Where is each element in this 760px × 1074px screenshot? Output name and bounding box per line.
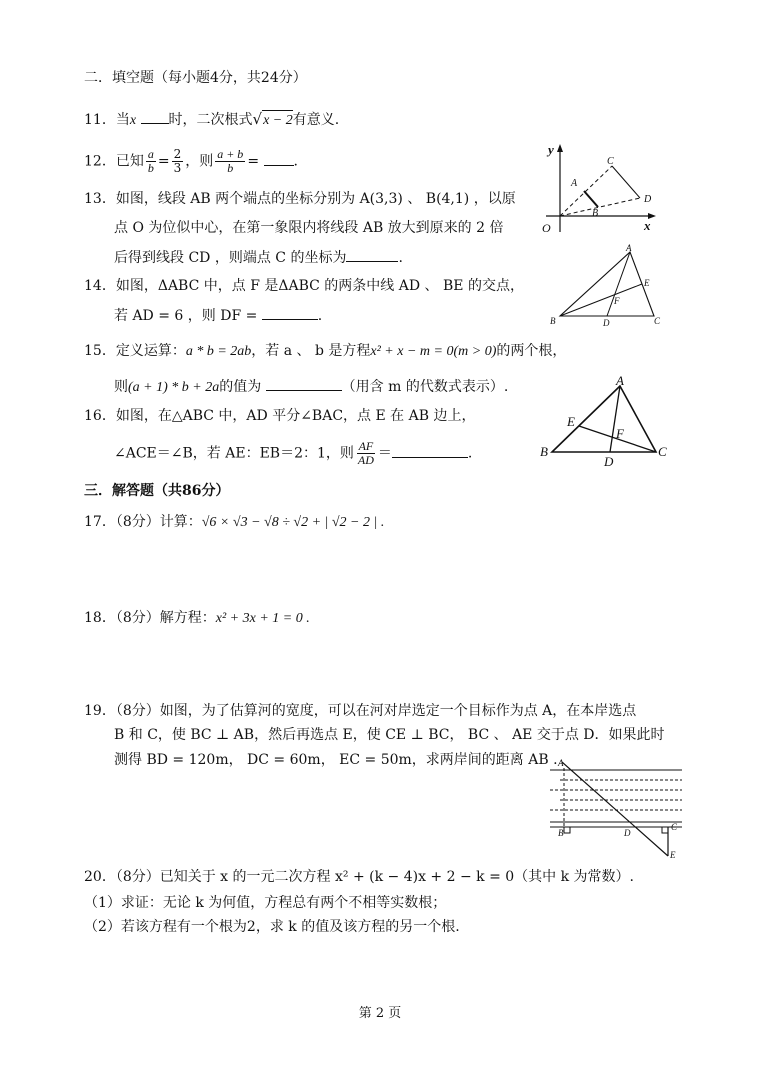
median-be bbox=[560, 284, 642, 316]
question-14-line-1 bbox=[84, 276, 524, 296]
answer-blank[interactable] bbox=[346, 247, 398, 262]
q13-line-3: 后得到线段 CD ，则端点 C 的坐标为 bbox=[114, 250, 347, 266]
section-heading-answer: 三．解答题（共86分） bbox=[84, 483, 230, 499]
fraction-2-over-3: $\frac{2}{3}$ bbox=[173, 147, 182, 175]
question-13-line-1 bbox=[84, 189, 516, 209]
answer-blank[interactable] bbox=[262, 305, 318, 320]
q14-line-2: 若 AD = 6 ，则 DF = bbox=[114, 308, 258, 324]
label-c: C bbox=[671, 822, 678, 832]
label-o: O bbox=[542, 221, 551, 235]
question-13-line-2: 点 O 为位似中心，在第一象限内将线段 AB 放大到原来的 2 倍 bbox=[114, 220, 504, 236]
q12-end: . bbox=[293, 153, 298, 170]
q15-text-b: ，若 a 、 b 是方程 bbox=[251, 343, 371, 359]
q15-equation: x² + x − m = 0(m > 0) bbox=[370, 344, 497, 359]
q19-river-figure bbox=[550, 758, 684, 864]
q11-text-a: 当 bbox=[115, 112, 130, 128]
label-d: D bbox=[624, 828, 631, 838]
q19-line-1: （8分）如图，为了估算河的宽度，可以在河对岸选定一个目标作为点 A，在本岸选点 bbox=[115, 703, 637, 719]
question-19-line-2: B 和 C，使 BC ⊥ AB，然后再选点 E，使 CE ⊥ BC， BC 、 AE 交于点 D．如果此时 bbox=[114, 727, 665, 743]
page-number: 第 2 页 bbox=[358, 1006, 402, 1021]
label-a: A bbox=[626, 243, 632, 253]
label-a: A bbox=[571, 178, 578, 189]
question-12 bbox=[84, 148, 298, 175]
question-number: 19． bbox=[84, 703, 116, 719]
label-b: B bbox=[550, 316, 556, 326]
q14-triangle-figure bbox=[548, 244, 668, 330]
label-c: C bbox=[654, 316, 661, 326]
q11-var: x bbox=[129, 113, 137, 128]
question-15-line-2 bbox=[114, 376, 508, 398]
q13-end: . bbox=[398, 250, 403, 266]
q11-radicand: x − 2 bbox=[262, 110, 293, 131]
q13-coordinate-figure bbox=[536, 140, 666, 240]
q11-text-b: 时，二次根式 bbox=[168, 112, 253, 128]
q15-expression: (a + 1) * b + 2a bbox=[128, 380, 220, 395]
question-number: 14． bbox=[84, 278, 116, 294]
q12-text-a: 已知 bbox=[115, 153, 144, 170]
label-c: C bbox=[658, 444, 667, 459]
question-20-part-1: （1）求证：无论 k 为何值，方程总有两个不相等实数根； bbox=[84, 895, 447, 911]
question-number: 17． bbox=[84, 514, 116, 530]
label-e: E bbox=[567, 414, 575, 429]
q14-line-1: 如图，ΔABC 中，点 F 是ΔABC 的两条中线 AD 、 BE 的交点， bbox=[115, 278, 524, 294]
q18-expression: x² + 3x + 1 = 0 . bbox=[215, 611, 310, 626]
q18-text: （8分）解方程： bbox=[115, 610, 216, 626]
label-x: x bbox=[644, 218, 651, 233]
label-e: E bbox=[670, 850, 676, 860]
label-b: B bbox=[540, 444, 548, 459]
q17-text: （8分）计算： bbox=[115, 514, 202, 530]
question-20-line-1 bbox=[84, 867, 634, 887]
y-axis-arrow bbox=[557, 144, 563, 152]
segment-cd bbox=[612, 166, 640, 198]
question-number: 20． bbox=[84, 869, 116, 885]
question-13-line-3 bbox=[114, 247, 403, 268]
label-y: y bbox=[548, 142, 554, 157]
fraction-a-plus-b-over-b: $\frac{a + b}{b}$ bbox=[217, 147, 244, 175]
q16-line-1: 如图，在△ABC 中，AD 平分∠BAC，点 E 在 AB 边上， bbox=[115, 408, 476, 424]
q15-definition: a * b = 2ab bbox=[185, 344, 252, 359]
question-19-line-3: 测得 BD = 120m， DC = 60m， EC = 50m，求两岸间的距离 AB . bbox=[114, 752, 558, 768]
question-11: 11．当x 时，二次根式√x − 2有意义. bbox=[84, 109, 339, 131]
label-e: E bbox=[644, 278, 650, 288]
question-number: 16． bbox=[84, 408, 116, 424]
label-b: B bbox=[558, 828, 564, 838]
question-17 bbox=[84, 512, 384, 533]
label-d: D bbox=[604, 454, 614, 469]
label-d: D bbox=[603, 318, 610, 328]
question-16-line-1 bbox=[84, 406, 475, 426]
question-number: 13． bbox=[84, 191, 116, 207]
q15-text-a: 定义运算： bbox=[115, 343, 186, 359]
question-number: 12． bbox=[84, 153, 116, 170]
median-ad bbox=[607, 252, 630, 316]
q15-text-e: 的值为 bbox=[219, 379, 262, 395]
label-d: D bbox=[644, 194, 652, 205]
question-18 bbox=[84, 608, 310, 629]
question-16-line-2 bbox=[114, 440, 472, 467]
segment-ae bbox=[562, 762, 668, 856]
bisector-ad bbox=[610, 386, 620, 452]
question-19-line-1 bbox=[84, 701, 636, 721]
q12-equals: = bbox=[157, 153, 170, 170]
answer-blank[interactable] bbox=[266, 376, 342, 391]
ray-od bbox=[560, 198, 640, 216]
answer-blank[interactable] bbox=[264, 151, 294, 166]
ray-oc bbox=[560, 166, 612, 216]
q13-line-1: 如图，线段 AB 两个端点的坐标分别为 A(3,3) 、 B(4,1) ，以原 bbox=[115, 191, 516, 207]
label-c: C bbox=[607, 156, 614, 167]
q15-text-f: （用含 m 的代数式表示）. bbox=[341, 379, 509, 395]
label-a: A bbox=[616, 373, 624, 388]
question-14-line-2 bbox=[114, 305, 322, 326]
triangle-abc bbox=[560, 252, 654, 316]
label-a: A bbox=[558, 758, 564, 768]
q16-triangle-figure bbox=[536, 374, 676, 470]
fraction-a-over-b: $\frac{a}{b}$ bbox=[147, 147, 154, 175]
question-number: 18． bbox=[84, 610, 116, 626]
right-angle-b bbox=[564, 827, 570, 833]
label-b: B bbox=[592, 208, 599, 219]
q11-text-c: 有意义. bbox=[292, 112, 340, 128]
question-15-line-1 bbox=[84, 341, 566, 362]
q20-line-1: （8分）已知关于 x 的一元二次方程 x² + (k − 4)x + 2 − k = 0（其中 k 为常数）. bbox=[115, 869, 634, 885]
q17-expression: √6 × √3 − √8 ÷ √2 + | √2 − 2 | . bbox=[201, 515, 385, 530]
q14-end: . bbox=[317, 308, 323, 324]
q12-text-b: ，则 bbox=[185, 153, 214, 170]
q15-text-d: 则 bbox=[114, 379, 128, 395]
q16-end: . bbox=[467, 445, 473, 462]
question-number: 15． bbox=[84, 343, 116, 359]
fraction-af-over-ad: $\frac{AF}{AD}$ bbox=[357, 439, 374, 467]
question-number: 11． bbox=[84, 112, 116, 128]
question-20-part-2: （2）若该方程有一个根为2，求 k 的值及该方程的另一个根. bbox=[84, 919, 460, 935]
section-heading-fill-in: 二．填空题（每小题4分，共24分） bbox=[84, 70, 307, 86]
q12-text-c: = bbox=[247, 153, 260, 170]
segment-ab bbox=[584, 191, 598, 207]
q16-text-a: ∠ACE＝∠B，若 AE：EB＝2：1，则 bbox=[114, 445, 354, 462]
answer-blank[interactable] bbox=[141, 109, 169, 124]
q16-text-b: ＝ bbox=[377, 445, 392, 462]
q15-text-c: 的两个根， bbox=[496, 343, 567, 359]
label-f: F bbox=[616, 426, 624, 441]
answer-blank[interactable] bbox=[392, 443, 468, 458]
right-angle-c bbox=[662, 827, 668, 833]
label-f: F bbox=[614, 296, 620, 306]
